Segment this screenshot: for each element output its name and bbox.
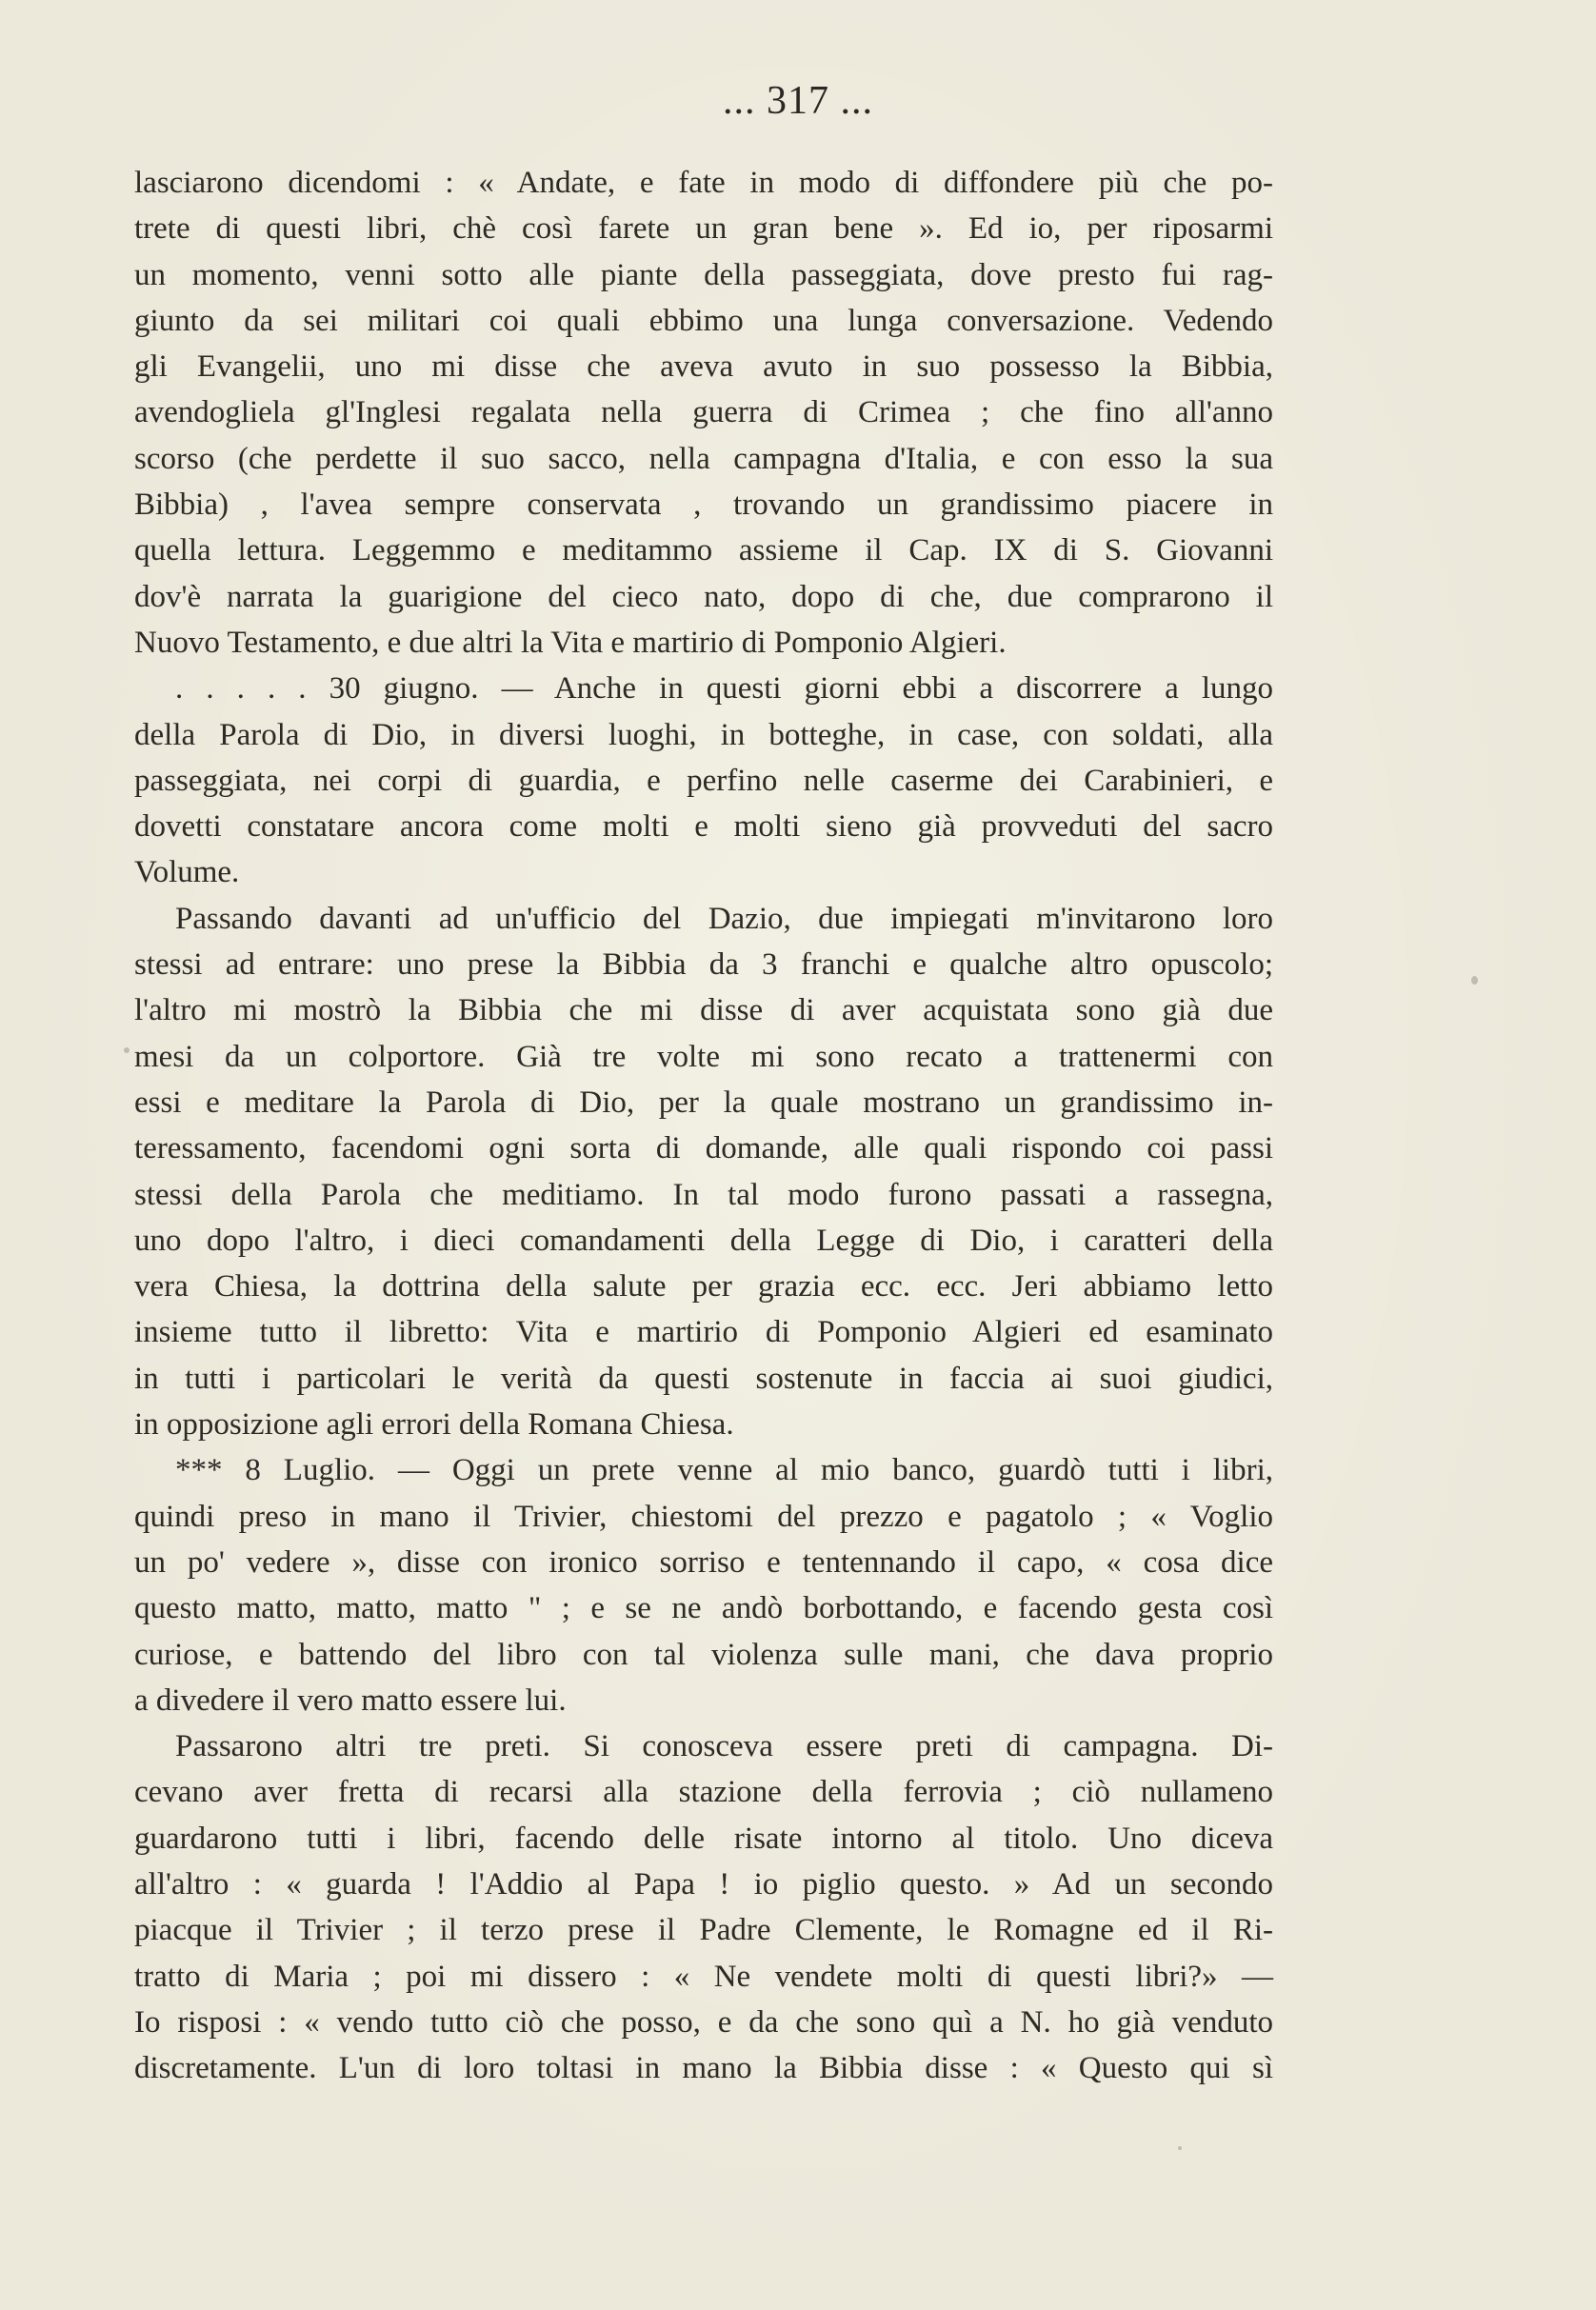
text-line: questo matto, matto, matto " ; e se ne andò borbottando, e facendo gesta così <box>134 1591 1273 1626</box>
text-line: quella lettura. Leggemmo e meditammo assieme il Cap. IX di S. Giovanni <box>134 533 1273 568</box>
text-line: in opposizione agli errori della Romana Chiesa. <box>134 1407 734 1443</box>
text-line: *** 8 Luglio. — Oggi un prete venne al mio banco, guardò tutti i libri, <box>175 1453 1273 1488</box>
text-line: l'altro mi mostrò la Bibbia che mi disse di aver acquistata sono già due <box>134 993 1273 1028</box>
text-line: dov'è narrata la guarigione del cieco nato, dopo di che, due comprarono il <box>134 579 1273 614</box>
text-line: uno dopo l'altro, i dieci comandamenti della Legge di Dio, i caratteri della <box>134 1223 1273 1258</box>
text-line: discretamente. L'un di loro toltasi in mano la Bibbia disse : « Questo qui sì <box>134 2051 1273 2086</box>
text-line: Bibbia) , l'avea sempre conservata , trovando un grandissimo piacere in <box>134 488 1273 523</box>
text-line: della Parola di Dio, in diversi luoghi, in botteghe, in case, con soldati, alla <box>134 717 1273 752</box>
text-line: vera Chiesa, la dottrina della salute per grazia ecc. ecc. Jeri abbiamo letto <box>134 1269 1273 1304</box>
text-line: Passarono altri tre preti. Si conosceva essere preti di campagna. Di- <box>175 1729 1273 1764</box>
text-line: a divedere il vero matto essere lui. <box>134 1683 567 1718</box>
body-text <box>134 160 1273 2091</box>
text-line: cevano aver fretta di recarsi alla stazione della ferrovia ; ciò nullameno <box>134 1775 1273 1810</box>
text-line: Passando davanti ad un'ufficio del Dazio, due impiegati m'invitarono loro <box>175 901 1273 936</box>
text-line: stessi ad entrare: uno prese la Bibbia da 3 franchi e qualche altro opuscolo; <box>134 947 1273 983</box>
text-line: dovetti constatare ancora come molti e molti sieno già provveduti del sacro <box>134 809 1273 845</box>
text-line: teressamento, facendomi ogni sorta di domande, alle quali rispondo coi passi <box>134 1131 1273 1166</box>
text-line: quindi preso in mano il Trivier, chiestomi del prezzo e pagatolo ; « Voglio <box>134 1499 1273 1534</box>
text-line: gli Evangelii, uno mi disse che aveva avuto in suo possesso la Bibbia, <box>134 349 1273 385</box>
text-line: insieme tutto il libretto: Vita e martirio di Pomponio Algieri ed esaminato <box>134 1315 1273 1350</box>
page-number: ... 317 ... <box>723 79 873 123</box>
text-line: in tutti i particolari le verità da questi sostenute in faccia ai suoi giudici, <box>134 1361 1273 1396</box>
paper-speck <box>124 1047 130 1053</box>
paper-speck <box>1178 2146 1182 2150</box>
text-line: passeggiata, nei corpi di guardia, e perfino nelle caserme dei Carabinieri, e <box>134 763 1273 798</box>
text-line: curiose, e battendo del libro con tal violenza sulle mani, che dava proprio <box>134 1637 1273 1672</box>
text-line: guardarono tutti i libri, facendo delle risate intorno al titolo. Uno diceva <box>134 1821 1273 1856</box>
paper-speck <box>1471 976 1478 985</box>
text-line: lasciarono dicendomi : « Andate, e fate in modo di diffondere più che po- <box>134 166 1273 200</box>
text-line: scorso (che perdette il suo sacco, nella campagna d'Italia, e con esso la sua <box>134 441 1273 476</box>
text-line: giunto da sei militari coi quali ebbimo una lunga conversazione. Vedendo <box>134 303 1273 338</box>
text-line: tratto di Maria ; poi mi dissero : « Ne vendete molti di questi libri?» — <box>134 1959 1273 1994</box>
text-line: un po' vedere », disse con ironico sorriso e tentennando il capo, « cosa dice <box>134 1544 1273 1580</box>
text-line: . . . . . 30 giugno. — Anche in questi giorni ebbi a discorrere a lungo <box>175 671 1273 707</box>
text-line: Io risposi : « vendo tutto ciò che posso, e da che sono quì a N. ho già venduto <box>134 2004 1273 2040</box>
text-line: all'altro : « guarda ! l'Addio al Papa ! io piglio questo. » Ad un secondo <box>134 1866 1273 1902</box>
text-line: Volume. <box>134 855 240 890</box>
text-line: mesi da un colportore. Già tre volte mi sono recato a trattenermi con <box>134 1039 1273 1074</box>
text-line: avendogliela gl'Inglesi regalata nella guerra di Crimea ; che fino all'anno <box>134 395 1273 430</box>
text-line: piacque il Trivier ; il terzo prese il Padre Clemente, le Romagne ed il Ri- <box>134 1913 1273 1948</box>
text-line: trete di questi libri, chè così farete un gran bene ». Ed io, per riposarmi <box>134 211 1273 247</box>
text-line: Nuovo Testamento, e due altri la Vita e martirio di Pomponio Algieri. <box>134 625 1007 660</box>
text-line: essi e meditare la Parola di Dio, per la quale mostrano un grandissimo in- <box>134 1085 1273 1120</box>
text-line: stessi della Parola che meditiamo. In tal modo furono passati a rassegna, <box>134 1177 1273 1212</box>
text-line: un momento, venni sotto alle piante della passeggiata, dove presto fui rag- <box>134 257 1273 292</box>
